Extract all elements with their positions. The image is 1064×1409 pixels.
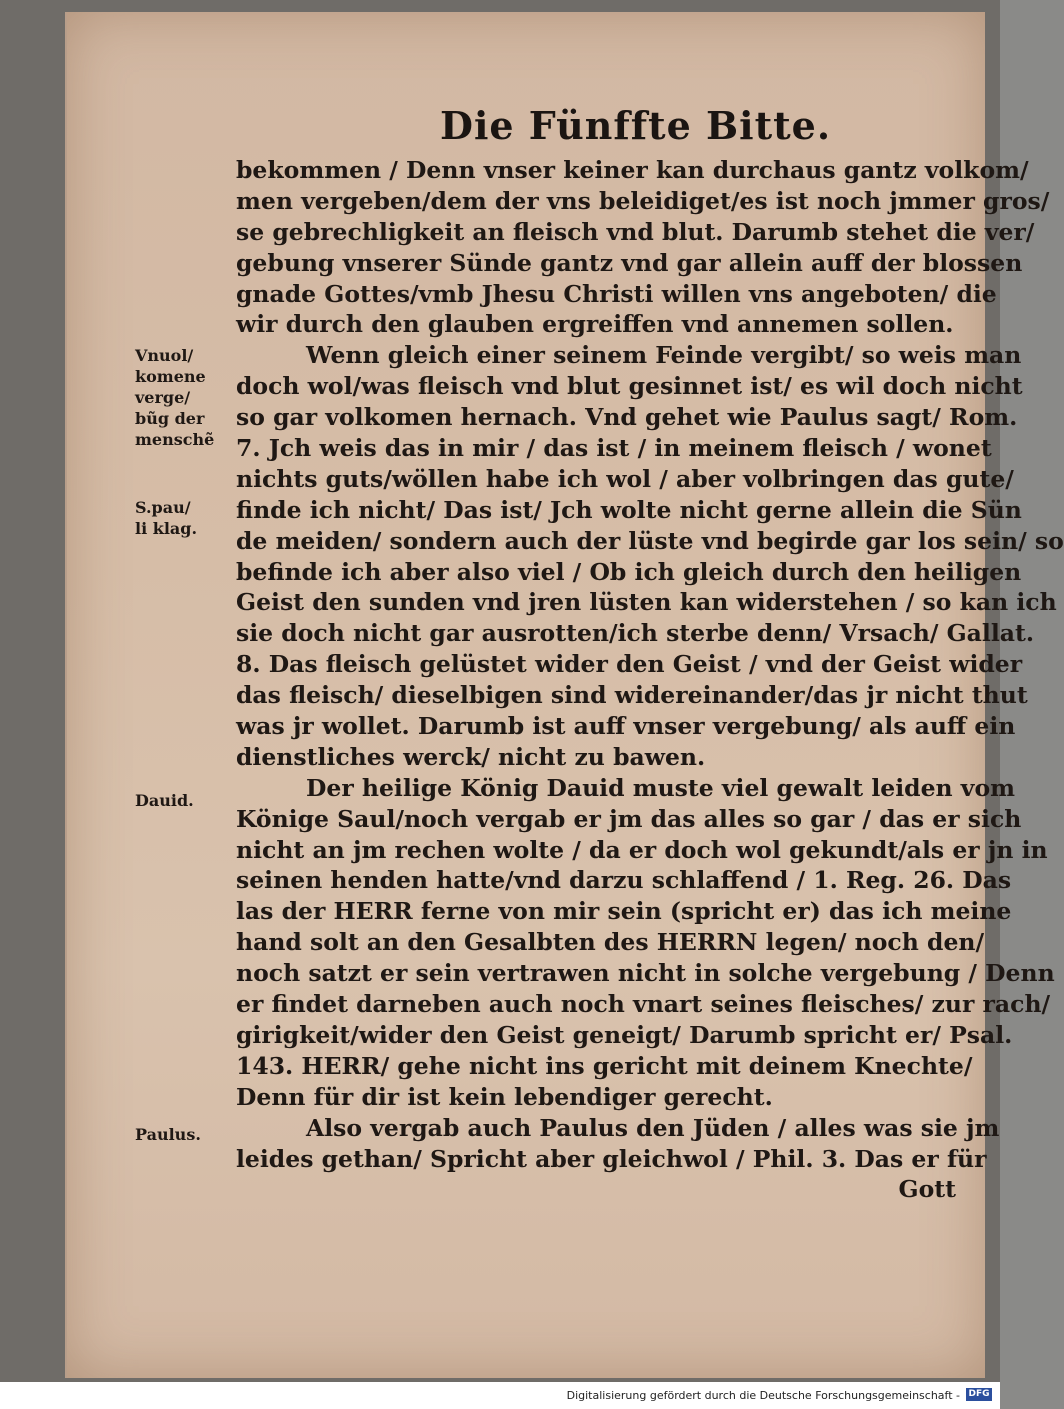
text-line: was jr wollet. Darumb ist auff vnser vergebung/ als auff ein	[236, 712, 1016, 741]
text-line: gebung vnserer Sünde gantz vnd gar allein auff der blossen	[236, 248, 1023, 277]
margin-note-line: bũg der	[135, 409, 205, 428]
text-line: noch satzt er sein vertrawen nicht in solche vergebung / Denn	[236, 959, 1055, 988]
text-line: so gar volkomen hernach. Vnd gehet wie Paulus sagt/ Rom.	[236, 403, 1018, 432]
text-line: men vergeben/dem der vns beleidiget/es ist noch jmmer gros/	[236, 186, 1050, 215]
text-line: finde ich nicht/ Das ist/ Jch wolte nicht gerne allein die Sün	[236, 495, 1022, 524]
margin-note-line: Dauid.	[135, 791, 194, 810]
text-line: leides gethan/ Spricht aber gleichwol / Phil. 3. Das er für	[236, 1144, 987, 1173]
text-line: de meiden/ sondern auch der lüste vnd begirde gar los sein/ so	[236, 526, 1064, 555]
margin-note-line: li klag.	[135, 519, 198, 538]
page-header: Die Fünffte Bitte.	[440, 103, 832, 148]
text-line: Geist den sunden vnd jren lüsten kan widerstehen / so kan ich	[236, 588, 1057, 617]
body-text	[236, 155, 1064, 1205]
margin-note-line: komene	[135, 367, 206, 386]
margin-note-unvollkommene-vergebung	[135, 345, 240, 450]
text-line: Wenn gleich einer seinem Feinde vergibt/ so weis man	[306, 341, 1022, 370]
text-line: se gebrechligkeit an fleisch vnd blut. Darumb stehet die ver/	[236, 217, 1035, 246]
text-line: befinde ich aber also viel / Ob ich gleich durch den heiligen	[236, 557, 1022, 586]
dfg-logo: DFG	[966, 1388, 992, 1401]
margin-note-david	[135, 790, 240, 811]
text-line: 143. HERR/ gehe nicht ins gericht mit deinem Knechte/	[236, 1051, 973, 1080]
margin-note-line: menschẽ	[135, 430, 215, 449]
text-line: nicht an jm rechen wolte / da er doch wol gekundt/als er jn in	[236, 835, 1048, 864]
text-line: hand solt an den Gesalbten des HERRN legen/ noch den/	[236, 928, 985, 957]
text-line: las der HERR ferne von mir sein (spricht er) das ich meine	[236, 897, 1012, 926]
text-line: Könige Saul/noch vergab er jm das alles so gar / das er sich	[236, 804, 1022, 833]
margin-note-paulus	[135, 1124, 240, 1145]
text-line: Denn für dir ist kein lebendiger gerecht.	[236, 1082, 773, 1111]
text-line: wir durch den glauben ergreiffen vnd annemen sollen.	[236, 310, 954, 339]
text-line: doch wol/was fleisch vnd blut gesinnet ist/ es wil doch nicht	[236, 372, 1023, 401]
text-line: 7. Jch weis das in mir / das ist / in meinem fleisch / wonet	[236, 434, 992, 463]
funding-credit: Digitalisierung gefördert durch die Deutsche Forschungsgemeinschaft -	[566, 1389, 960, 1402]
text-line: girigkeit/wider den Geist geneigt/ Darumb spricht er/ Psal.	[236, 1020, 1013, 1049]
text-line: das fleisch/ dieselbigen sind widereinander/das jr nicht thut	[236, 681, 1028, 710]
margin-note-line: verge/	[135, 388, 191, 407]
margin-note-line: Paulus.	[135, 1125, 201, 1144]
margin-note-pauli-klag	[135, 497, 240, 539]
margin-note-line: S.pau/	[135, 498, 191, 517]
margin-note-line: Vnuol/	[135, 346, 194, 365]
text-line: Also vergab auch Paulus den Jüden / alles was sie jm	[306, 1113, 1000, 1142]
text-line: nichts guts/wöllen habe ich wol / aber volbringen das gute/	[236, 464, 1014, 493]
catchword: Gott	[898, 1175, 956, 1204]
footer-bar	[0, 1382, 1000, 1409]
text-line: Der heilige König Dauid muste viel gewalt leiden vom	[306, 773, 1015, 802]
text-line: gnade Gottes/vmb Jhesu Christi willen vns angeboten/ die	[236, 279, 997, 308]
text-line: bekommen / Denn vnser keiner kan durchaus gantz volkom/	[236, 156, 1029, 184]
text-line: sie doch nicht gar ausrotten/ich sterbe denn/ Vrsach/ Gallat.	[236, 619, 1035, 648]
text-line: dienstliches werck/ nicht zu bawen.	[236, 742, 706, 771]
text-line: er findet darneben auch noch vnart seines fleisches/ zur rach/	[236, 990, 1051, 1019]
text-line: 8. Das fleisch gelüstet wider den Geist / vnd der Geist wider	[236, 650, 1023, 679]
text-line: seinen henden hatte/vnd darzu schlaffend / 1. Reg. 26. Das	[236, 866, 1012, 895]
